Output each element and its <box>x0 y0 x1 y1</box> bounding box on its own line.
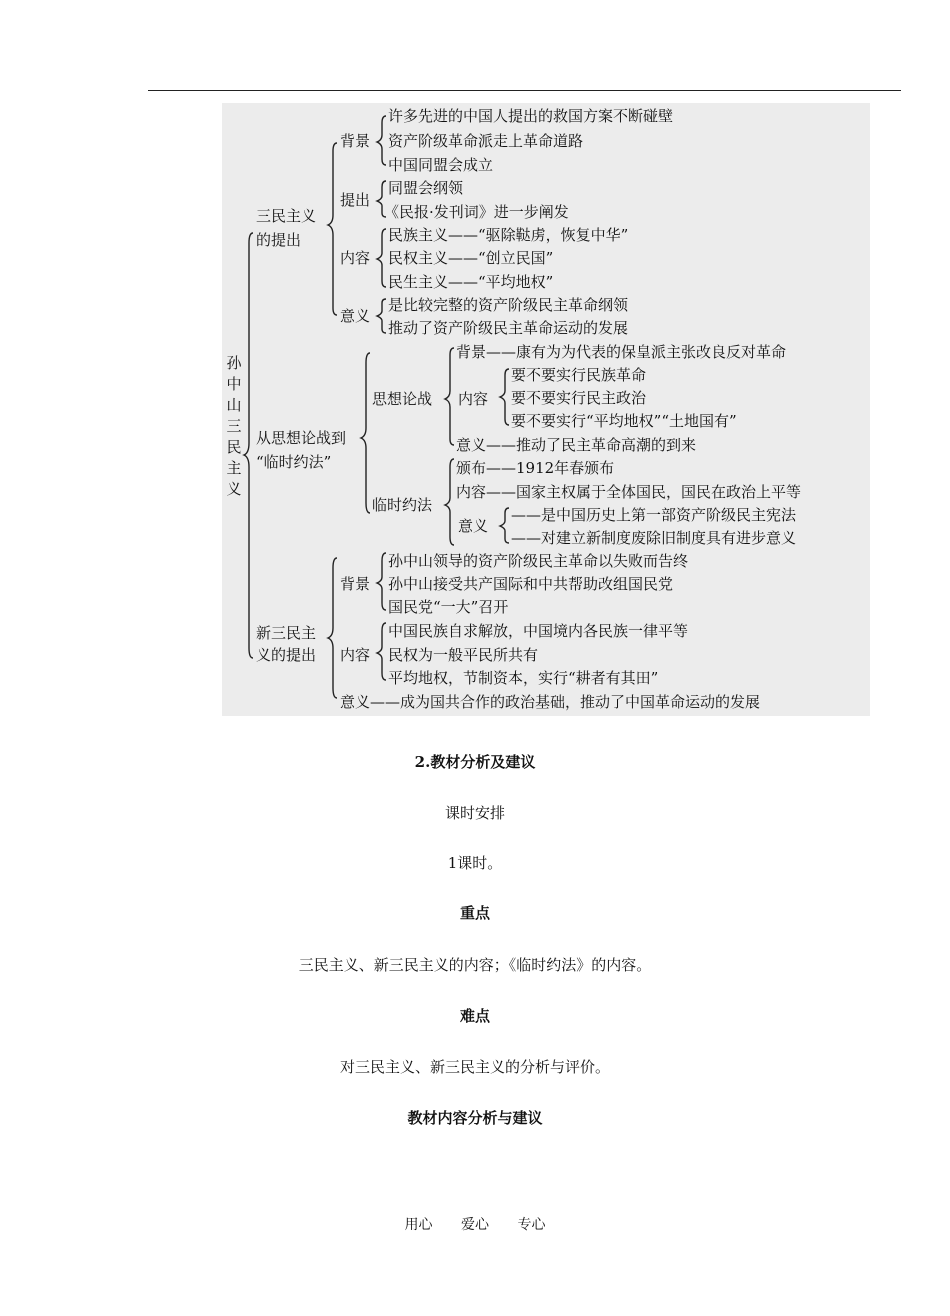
sx-title: 思想论战 <box>372 390 433 408</box>
s3-title-line2: 义的提出 <box>256 646 317 664</box>
s1-nr-label: 内容 <box>340 249 371 267</box>
schedule-label: 课时安排 <box>444 804 505 822</box>
s1-tc-label: 提出 <box>340 191 371 209</box>
header-rule <box>148 90 901 91</box>
key-points-heading: 重点 <box>459 904 490 922</box>
diagram-root-label: 孙中山三民主义 <box>226 354 242 498</box>
s1-bg-item-2: 资产阶级革命派走上革命道路 <box>388 132 584 150</box>
s1-tc-item-2: 《民报·发刊词》进一步阐发 <box>384 203 569 221</box>
s1-title-line1: 三民主义 <box>256 207 317 225</box>
footer-word-1: 用心 <box>404 1217 433 1233</box>
s1-yy-item-2: 推动了资产阶级民主革命运动的发展 <box>388 319 629 337</box>
ls-yy-label: 意义 <box>458 517 489 535</box>
s3-nr-label: 内容 <box>340 646 371 664</box>
analysis-heading: 教材内容分析与建议 <box>407 1109 543 1127</box>
s3-yy: 意义——成为国共合作的政治基础，推动了中国革命运动的发展 <box>340 693 761 711</box>
s1-nr-item-1: 民族主义——“驱除鞑虏，恢复中华” <box>388 226 629 244</box>
concept-diagram <box>222 103 870 716</box>
s3-bg-item-3: 国民党“一大”召开 <box>388 598 509 616</box>
s1-yy-label: 意义 <box>340 307 371 325</box>
s2-title-line2: “临时约法” <box>256 453 332 471</box>
s1-nr-item-3: 民生主义——“平均地权” <box>388 273 554 291</box>
sx-nr-item-1: 要不要实行民族革命 <box>511 366 647 384</box>
s1-tc-item-1: 同盟会纲领 <box>388 179 464 197</box>
sx-yy: 意义——推动了民主革命高潮的到来 <box>456 436 697 454</box>
footer-word-3: 专心 <box>517 1217 546 1233</box>
s1-bg-label: 背景 <box>340 132 371 150</box>
s3-nr-item-2: 民权为一般平民所共有 <box>388 646 539 664</box>
s3-bg-item-1: 孙中山领导的资产阶级民主革命以失败而告终 <box>388 552 689 570</box>
sx-nr-label: 内容 <box>458 390 489 408</box>
s3-title-line1: 新三民主 <box>256 624 317 642</box>
s1-yy-item-1: 是比较完整的资产阶级民主革命纲领 <box>388 296 629 314</box>
ls-yy-item-1: ——是中国历史上第一部资产阶级民主宪法 <box>511 506 797 524</box>
sx-nr-item-2: 要不要实行民主政治 <box>511 389 647 407</box>
footer-word-2: 爱心 <box>461 1217 489 1233</box>
s2-title-line1: 从思想论战到 <box>256 429 347 447</box>
ls-nr: 内容——国家主权属于全体国民，国民在政治上平等 <box>456 483 802 501</box>
sx-nr-item-3: 要不要实行“平均地权”“土地国有” <box>511 412 737 430</box>
s1-title-line2: 的提出 <box>256 231 302 249</box>
sx-bg: 背景——康有为为代表的保皇派主张改良反对革命 <box>456 343 787 361</box>
ls-bb: 颁布——1912年春颁布 <box>456 459 615 477</box>
s3-nr-item-3: 平均地权，节制资本，实行“耕者有其田” <box>388 669 659 687</box>
difficulty-heading: 难点 <box>459 1007 490 1025</box>
section-title: 2.教材分析及建议 <box>414 753 536 771</box>
s1-bg-item-3: 中国同盟会成立 <box>388 156 494 174</box>
ls-yy-item-2: ——对建立新制度废除旧制度具有进步意义 <box>511 529 797 547</box>
page-footer <box>0 1214 950 1234</box>
ls-title: 临时约法 <box>372 496 433 514</box>
s3-nr-item-1: 中国民族自求解放，中国境内各民族一律平等 <box>388 622 689 640</box>
schedule-value: 1课时。 <box>447 854 503 872</box>
s3-bg-item-2: 孙中山接受共产国际和中共帮助改组国民党 <box>388 575 674 593</box>
s1-nr-item-2: 民权主义——“创立民国” <box>388 249 554 267</box>
s3-bg-label: 背景 <box>340 575 371 593</box>
difficulty-text: 对三民主义、新三民主义的分析与评价。 <box>339 1058 610 1076</box>
s1-bg-item-1: 许多先进的中国人提出的救国方案不断碰壁 <box>388 107 674 125</box>
key-points-text: 三民主义、新三民主义的内容；《临时约法》的内容。 <box>298 956 652 974</box>
